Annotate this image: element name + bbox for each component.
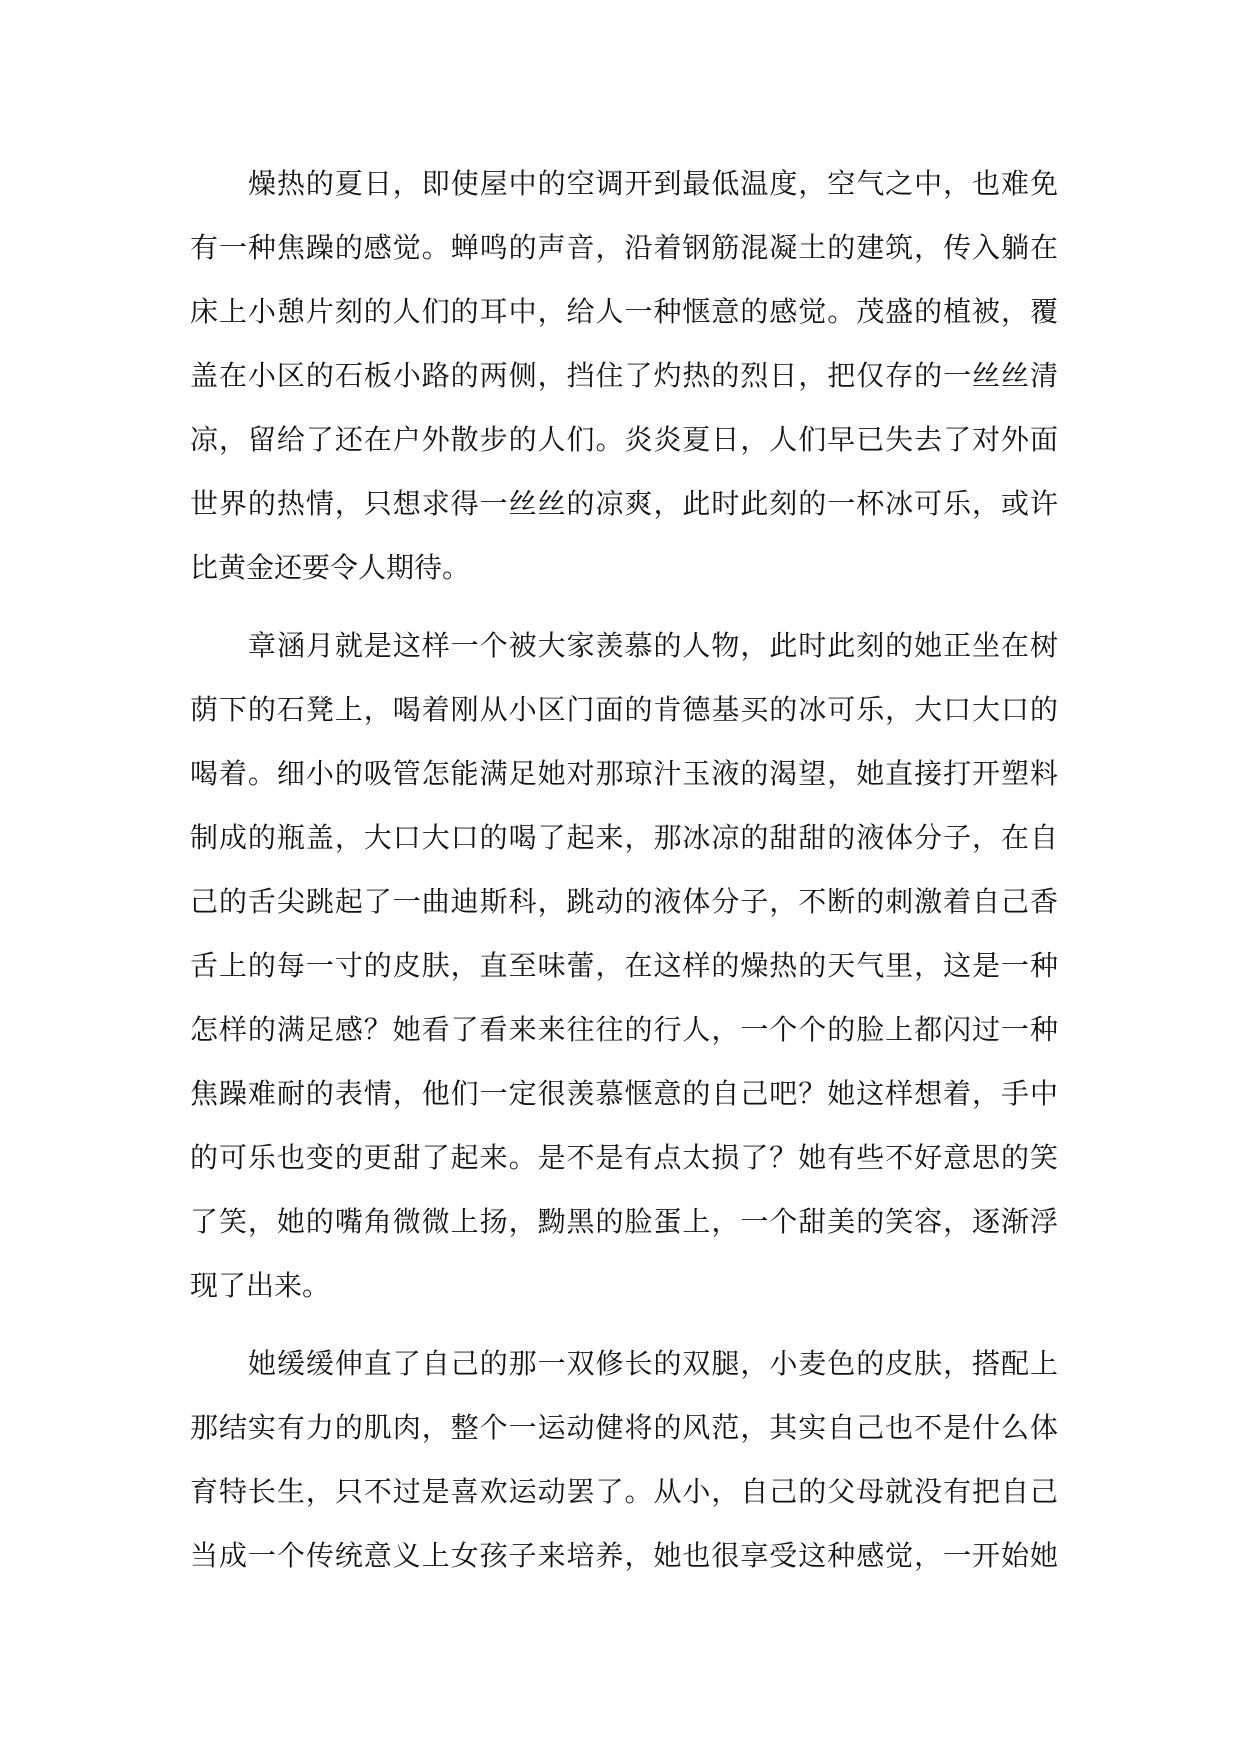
text-line: 章涵月就是这样一个被大家羡慕的人物，此时此刻的她正坐在树: [248, 629, 1058, 662]
text-line: 她缓缓伸直了自己的那一双修长的双腿，小麦色的皮肤，搭配上: [248, 1347, 1058, 1380]
text-line: 制成的瓶盖，大口大口的喝了起来，那冰凉的甜甜的液体分子，在自: [190, 821, 1058, 854]
text-line: 怎样的满足感？她看了看来来往往的行人，一个个的脸上都闪过一种: [190, 1013, 1058, 1046]
text-line: 焦躁难耐的表情，他们一定很羡慕惬意的自己吧？她这样想着，手中: [190, 1077, 1058, 1110]
text-line: 了笑，她的嘴角微微上扬，黝黑的脸蛋上，一个甜美的笑容，逐渐浮: [190, 1205, 1058, 1238]
text-line: 世界的热情，只想求得一丝丝的凉爽，此时此刻的一杯冰可乐，或许: [190, 487, 1058, 520]
text-line: 喝着。细小的吸管怎能满足她对那琼汁玉液的渴望，她直接打开塑料: [190, 757, 1058, 790]
text-line: 凉，留给了还在户外散步的人们。炎炎夏日，人们早已失去了对外面: [190, 423, 1058, 456]
text-line: 的可乐也变的更甜了起来。是不是有点太损了？她有些不好意思的笑: [190, 1141, 1058, 1174]
text-line: 当成一个传统意义上女孩子来培养，她也很享受这种感觉，一开始她: [190, 1539, 1058, 1572]
body-text: [190, 152, 1058, 1588]
text-line: 比黄金还要令人期待。: [190, 551, 471, 584]
text-line: 舌上的每一寸的皮肤，直至味蕾，在这样的燥热的天气里，这是一种: [190, 949, 1058, 982]
paragraph-spacer: [190, 600, 1058, 614]
text-line: 燥热的夏日，即使屋中的空调开到最低温度，空气之中，也难免: [248, 167, 1058, 200]
text-line: 现了出来。: [190, 1269, 331, 1302]
text-line: 有一种焦躁的感觉。蝉鸣的声音，沿着钢筋混凝土的建筑，传入躺在: [190, 231, 1058, 264]
paragraph-1: [190, 152, 1058, 600]
text-line: 己的舌尖跳起了一曲迪斯科，跳动的液体分子，不断的刺激着自己香: [190, 885, 1058, 918]
paragraph-2: [190, 614, 1058, 1318]
paragraph-3: [190, 1332, 1058, 1588]
paragraph-spacer: [190, 1318, 1058, 1332]
text-line: 盖在小区的石板小路的两侧，挡住了灼热的烈日，把仅存的一丝丝清: [190, 359, 1058, 392]
text-line: 荫下的石凳上，喝着刚从小区门面的肯德基买的冰可乐，大口大口的: [190, 693, 1058, 726]
text-line: 那结实有力的肌肉，整个一运动健将的风范，其实自己也不是什么体: [190, 1411, 1058, 1444]
text-line: 育特长生，只不过是喜欢运动罢了。从小，自己的父母就没有把自己: [190, 1475, 1058, 1508]
text-line: 床上小憩片刻的人们的耳中，给人一种惬意的感觉。茂盛的植被，覆: [190, 295, 1058, 328]
